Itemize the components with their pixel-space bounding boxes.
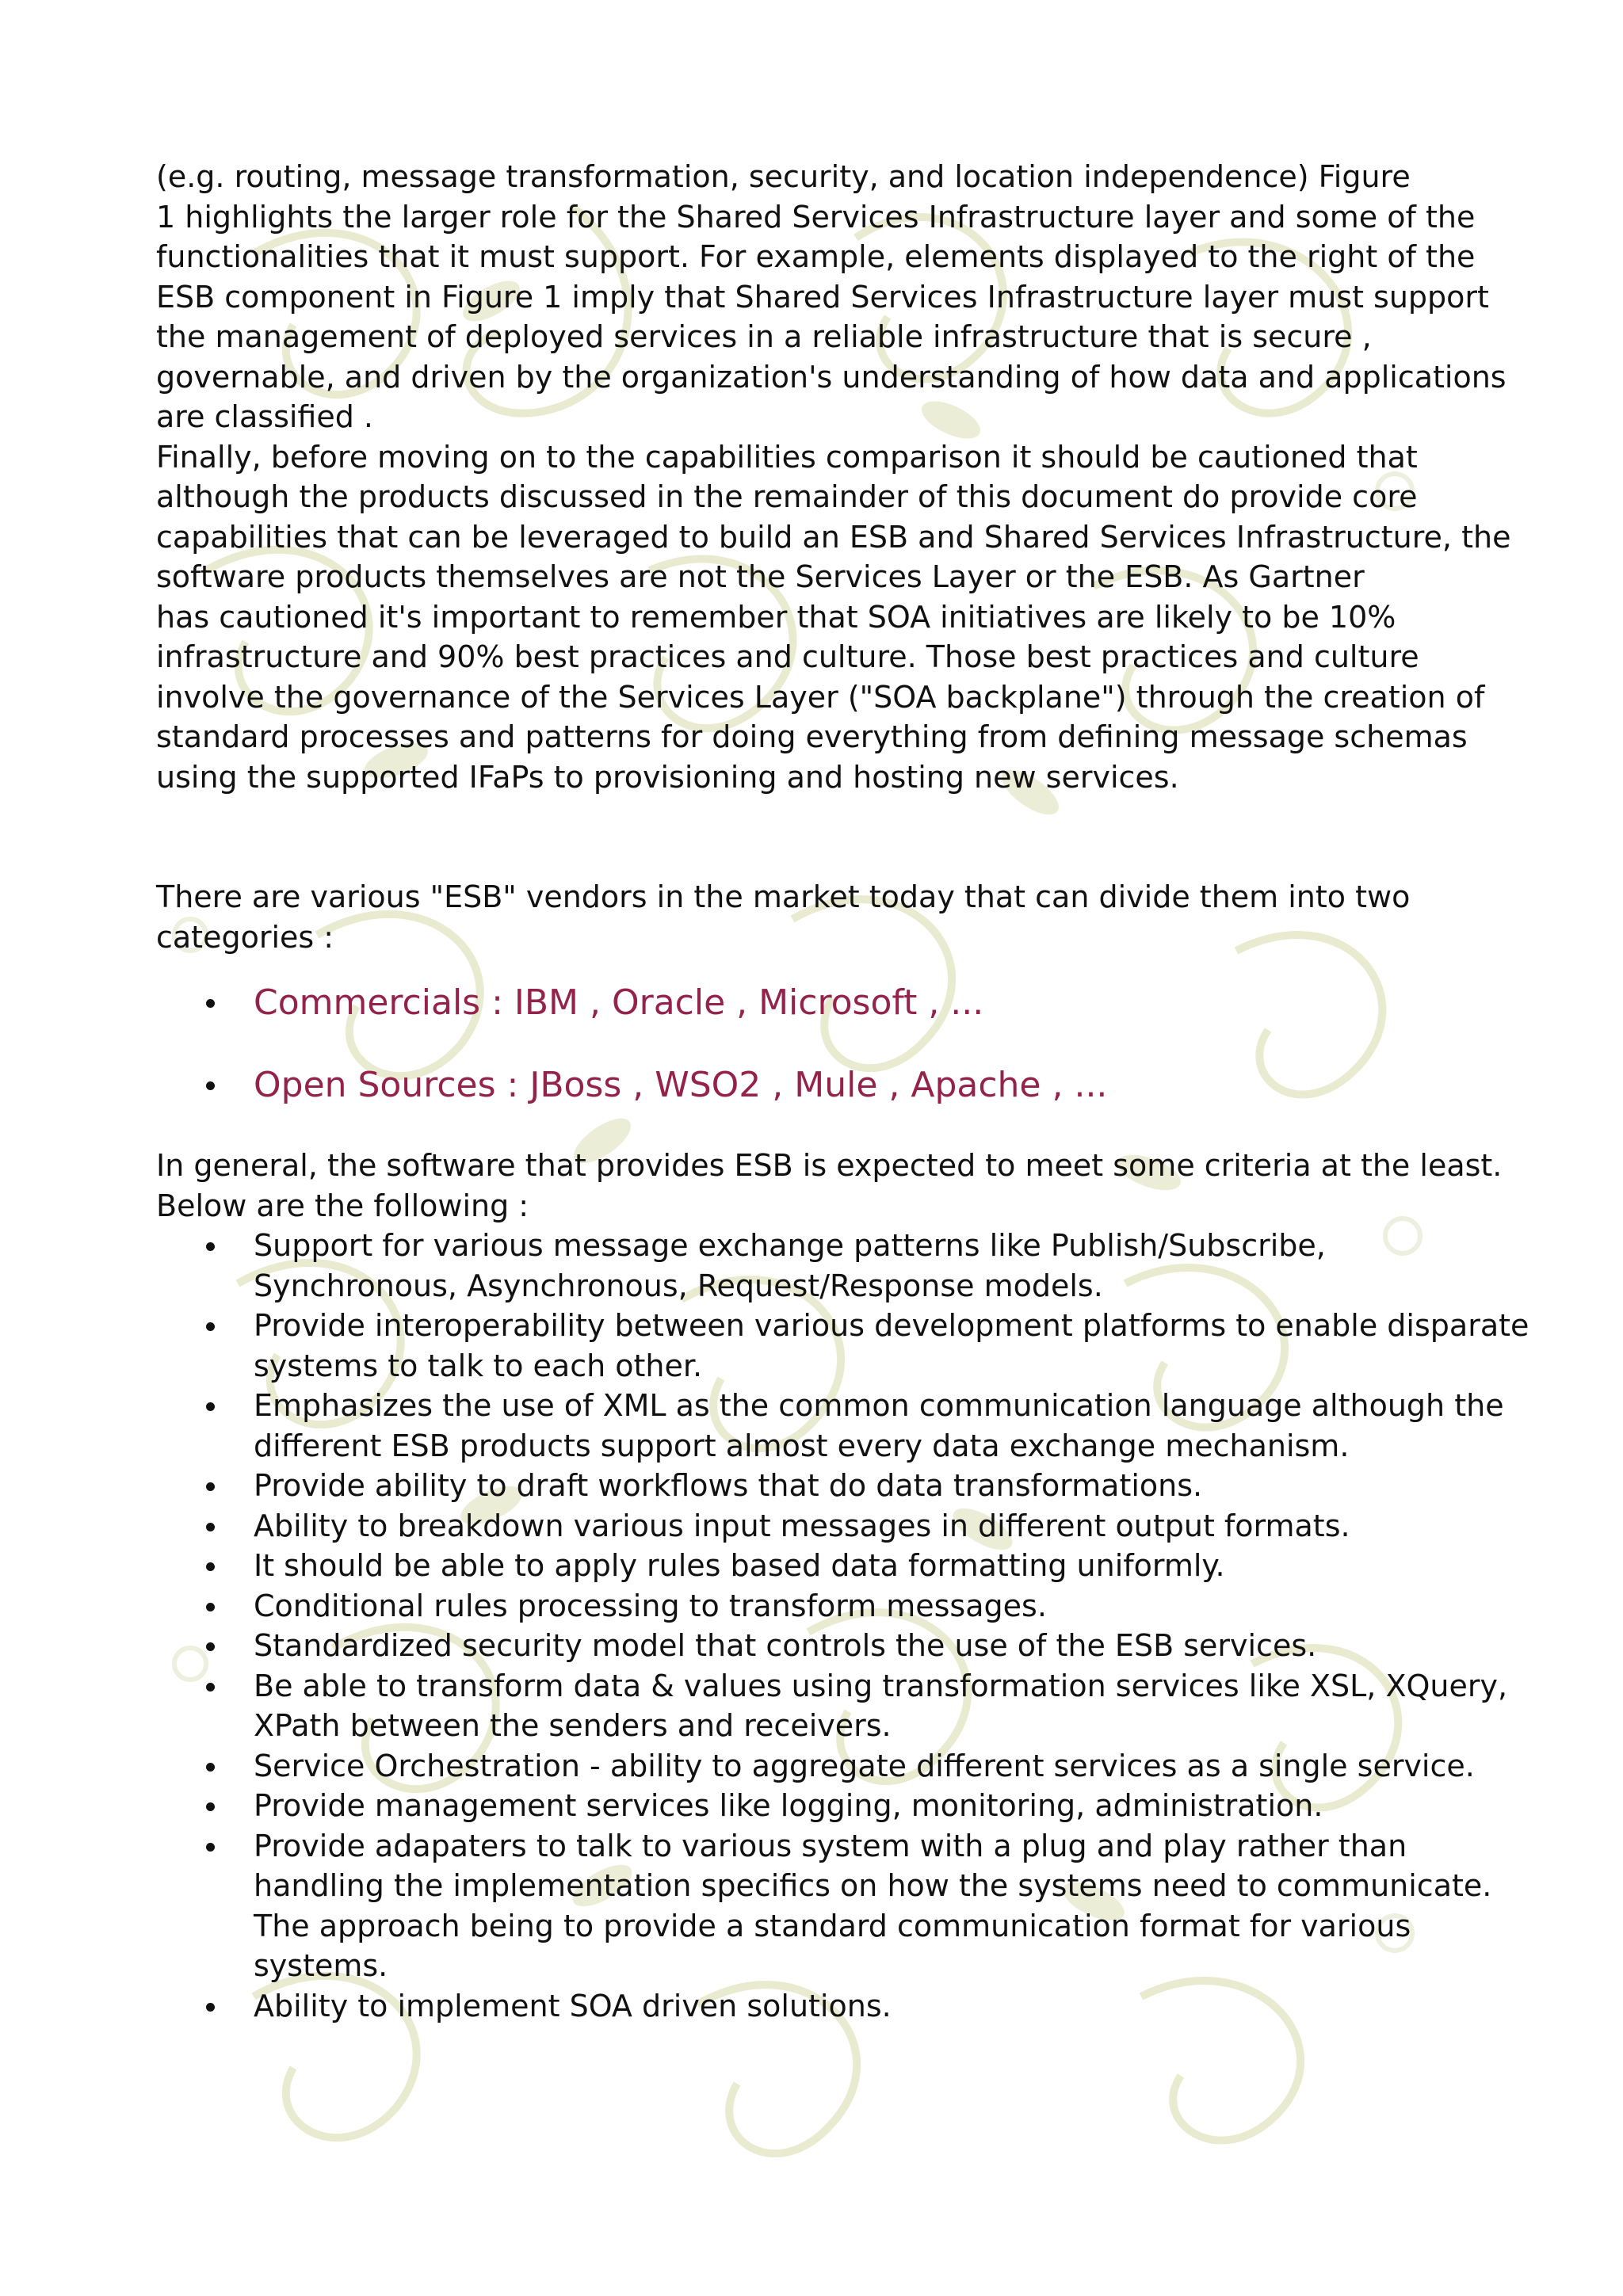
- esb-criteria-list: [156, 1226, 1529, 2026]
- list-item-text: Support for various message exchange patterns like Publish/Subscribe,: [254, 1228, 1326, 1263]
- text-line: software products themselves are not the Services Layer or the ESB. As Gartner: [156, 559, 1365, 594]
- list-item: [156, 1826, 1492, 1986]
- bullet-dot: [206, 999, 215, 1008]
- criteria-intro-paragraph: [156, 1146, 1503, 1226]
- list-item-text: Commercials : IBM , Oracle , Microsoft , ...: [254, 982, 984, 1023]
- bullet-dot: [206, 1562, 215, 1571]
- list-item-text: Synchronous, Asynchronous, Request/Response models.: [254, 1268, 1103, 1303]
- list-item-text: Provide management services like logging, monitoring, administration.: [254, 1788, 1323, 1823]
- list-item: [156, 1626, 1472, 1666]
- vendor-categories-list: [156, 981, 1472, 1108]
- text-line: capabilities that can be leveraged to build an ESB and Shared Services Infrastructure, the: [156, 519, 1511, 555]
- text-line: has cautioned it's important to remember that SOA initiatives are likely to be 10%: [156, 599, 1396, 635]
- text-line: 1 highlights the larger role for the Shared Services Infrastructure layer and some of the: [156, 199, 1476, 235]
- list-item: [156, 1506, 1472, 1547]
- list-item-text: different ESB products support almost every data exchange mechanism.: [254, 1428, 1350, 1463]
- bullet-dot: [206, 1081, 215, 1090]
- list-item-text: Ability to implement SOA driven solutions.: [254, 1988, 892, 2023]
- list-item: [156, 1306, 1529, 1386]
- bullet-dot: [206, 1802, 215, 1811]
- list-item-text: XPath between the senders and receivers.: [254, 1708, 892, 1743]
- bullet-dot: [206, 1322, 215, 1331]
- list-item: [156, 1586, 1472, 1627]
- list-item-text: Open Sources : JBoss , WSO2 , Mule , Apache , ...: [254, 1065, 1108, 1105]
- text-line: using the supported IFaPs to provisioning and hosting new services.: [156, 759, 1179, 795]
- bullet-dot: [206, 1603, 215, 1611]
- text-line: Below are the following :: [156, 1188, 529, 1223]
- list-item: [156, 1466, 1472, 1506]
- bullet-dot: [206, 2003, 215, 2012]
- list-item-text: Emphasizes the use of XML as the common communication language although the: [254, 1388, 1504, 1423]
- document-content: [156, 157, 1529, 2026]
- list-item: [156, 1546, 1472, 1586]
- text-line: categories :: [156, 919, 334, 955]
- text-line: standard processes and patterns for doing everything from defining message schemas: [156, 719, 1468, 754]
- list-item-text: Provide adapaters to talk to various system with a plug and play rather than: [254, 1828, 1407, 1863]
- list-item-commercial-vendors: [156, 981, 1472, 1025]
- text-line: although the products discussed in the remainder of this document do provide core: [156, 479, 1418, 514]
- list-item-text: Be able to transform data & values using transformation services like XSL, XQuery,: [254, 1668, 1508, 1703]
- list-item: [156, 1986, 1472, 2027]
- bullet-dot: [206, 1843, 215, 1852]
- bullet-dot: [206, 1763, 215, 1772]
- text-line: ESB component in Figure 1 imply that Shared Services Infrastructure layer must support: [156, 279, 1489, 315]
- list-item-text: The approach being to provide a standard communication format for various: [254, 1908, 1411, 1943]
- list-item-text: Provide ability to draft workflows that do data transformations.: [254, 1468, 1203, 1503]
- text-line: are classified .: [156, 399, 374, 434]
- text-line: infrastructure and 90% best practices and culture. Those best practices and culture: [156, 639, 1419, 674]
- text-line: There are various "ESB" vendors in the market today that can divide them into two: [156, 879, 1411, 914]
- bullet-dot: [206, 1683, 215, 1691]
- list-item-text: systems to talk to each other.: [254, 1348, 703, 1383]
- text-line: functionalities that it must support. For example, elements displayed to the right of the: [156, 239, 1476, 274]
- list-item-text: It should be able to apply rules based data formatting uniformly.: [254, 1548, 1225, 1583]
- text-line: involve the governance of the Services Layer ("SOA backplane") through the creation of: [156, 679, 1485, 715]
- bullet-dot: [206, 1402, 215, 1411]
- text-line: governable, and driven by the organization's understanding of how data and applications: [156, 359, 1507, 395]
- list-item: [156, 1786, 1472, 1826]
- list-item-text: Provide interoperability between various development platforms to enable disparate: [254, 1308, 1529, 1343]
- list-item: [156, 1226, 1472, 1306]
- list-item: [156, 1746, 1475, 1787]
- text-line: Finally, before moving on to the capabilities comparison it should be cautioned that: [156, 439, 1418, 475]
- list-item: [156, 1386, 1504, 1466]
- text-line: (e.g. routing, message transformation, security, and location independence) Figure: [156, 159, 1411, 194]
- list-item-text: handling the implementation specifics on how the systems need to communicate.: [254, 1868, 1492, 1903]
- list-item-text: Ability to breakdown various input messages in different output formats.: [254, 1508, 1350, 1543]
- list-item-text: systems.: [254, 1948, 388, 1983]
- bullet-dot: [206, 1482, 215, 1491]
- text-line: In general, the software that provides ESB is expected to meet some criteria at the least.: [156, 1148, 1503, 1183]
- list-item: [156, 1666, 1508, 1746]
- list-item-open-source-vendors: [156, 1063, 1472, 1108]
- intro-paragraph: [156, 157, 1511, 797]
- list-item-text: Standardized security model that controls the use of the ESB services.: [254, 1628, 1317, 1663]
- paragraph-spacer: [156, 797, 1472, 877]
- bullet-dot: [206, 1523, 215, 1531]
- list-item-text: Service Orchestration - ability to aggregate different services as a single service.: [254, 1748, 1475, 1783]
- vendors-intro-paragraph: [156, 877, 1472, 957]
- bullet-dot: [206, 1242, 215, 1251]
- bullet-dot: [206, 1642, 215, 1651]
- list-item-text: Conditional rules processing to transform messages.: [254, 1588, 1047, 1623]
- text-line: the management of deployed services in a reliable infrastructure that is secure ,: [156, 319, 1372, 354]
